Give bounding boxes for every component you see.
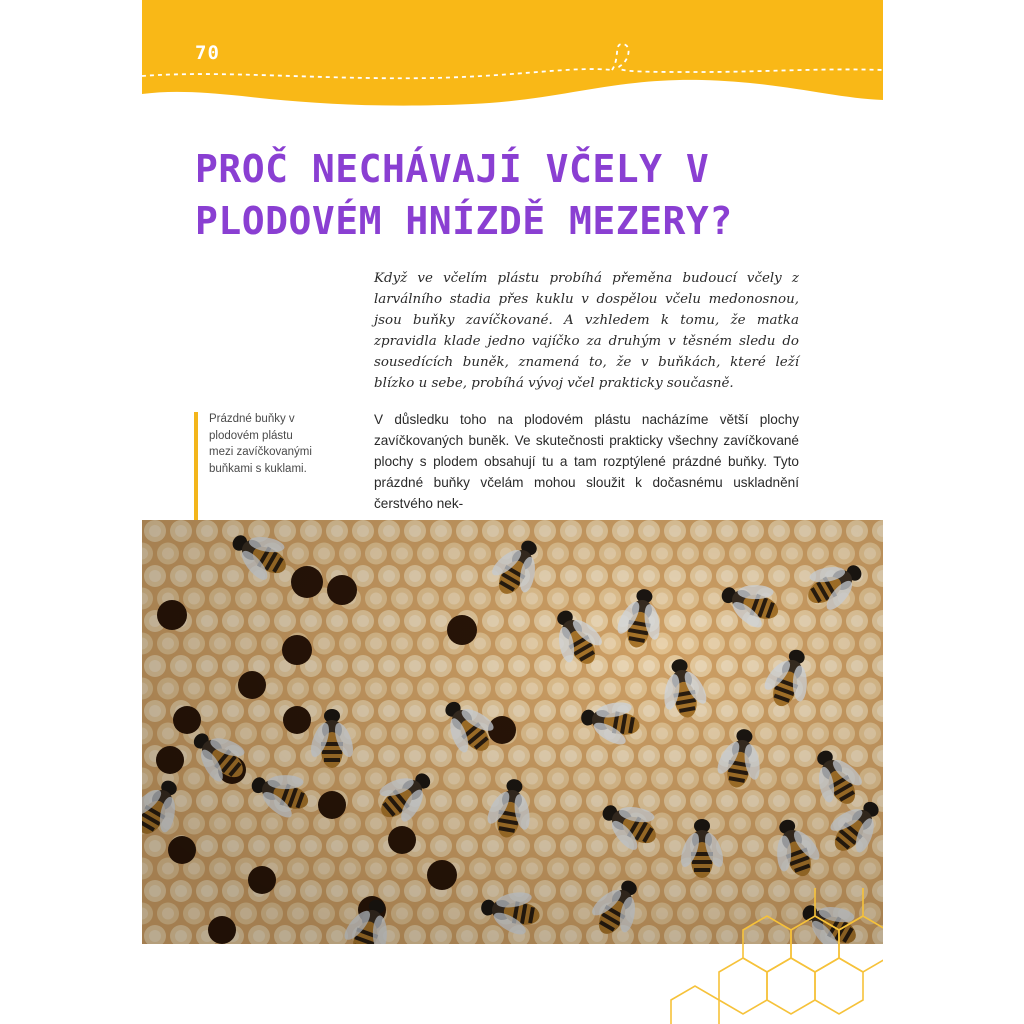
intro-paragraph: Když ve včelím plástu probíhá přeměna budoucí včely z larválního stadia přes kuklu v dospělou včelu medonosnou, jsou buňky zavíčkované. A vzhledem k tomu, že matka zpravidla klade jedno vajíčko za druhým v těsném sledu do sousedících buněk, znamená to, že v buňkách, které leží blízko u sebe, probíhá vývoj včel prakticky současně.: [374, 271, 799, 391]
book-page: [142, 0, 883, 1024]
photo-caption: Prázdné buňky v plodovém plástu mezi zavíčkovanými buňkami s kuklami.: [209, 413, 312, 475]
page-number: 70: [195, 42, 220, 64]
honeycomb-bees-photo: [142, 520, 883, 944]
page-title: PROČ NECHÁVAJÍ VČELY V PLODOVÉM HNÍZDĚ MEZERY?: [195, 147, 733, 243]
honeycomb-decoration: [647, 888, 883, 1024]
header-band: [142, 0, 883, 125]
body-paragraph: V důsledku toho na plodovém plástu nacházíme větší plochy zavíčkovaných buněk. Ve skutečnosti prakticky všechny zavíčkované plochy s plodem obsahují tu a tam rozptýlené prázdné buňky. Tyto prázdné buňky včelám mohou sloužit k dočasnému uskladnění čerstvého nek-: [374, 412, 799, 511]
